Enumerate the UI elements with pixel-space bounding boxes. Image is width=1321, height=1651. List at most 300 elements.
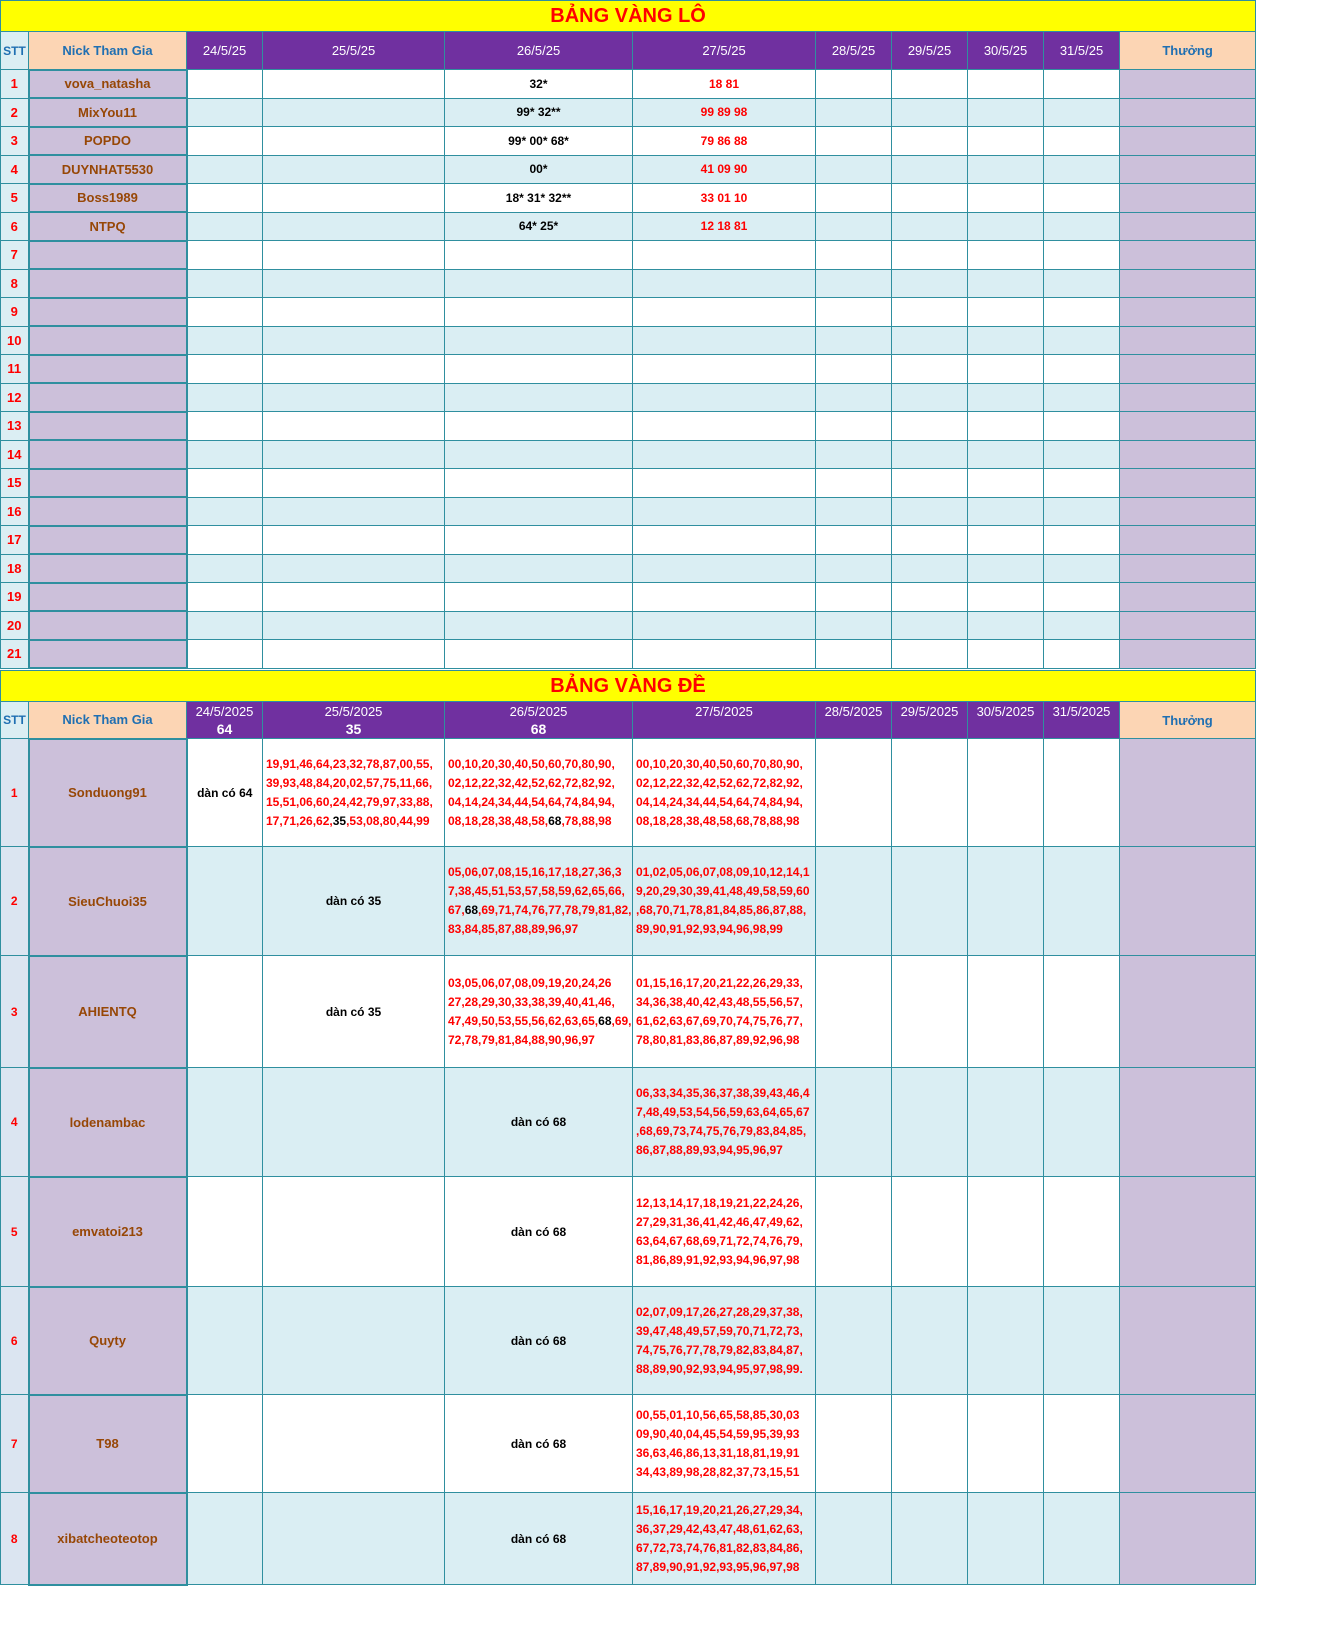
lo-day-cell[interactable] [1044, 611, 1120, 640]
lo-day-cell[interactable] [445, 298, 633, 327]
de-day-cell[interactable] [1044, 1493, 1120, 1585]
de-day-cell[interactable] [968, 1493, 1044, 1585]
lo-day-cell[interactable] [968, 241, 1044, 270]
de-header-bonus[interactable]: Thưởng [1120, 702, 1256, 739]
lo-day-cell[interactable] [1044, 98, 1120, 127]
lo-bonus-cell[interactable] [1120, 355, 1256, 384]
lo-bonus-cell[interactable] [1120, 155, 1256, 184]
lo-day-cell[interactable] [187, 554, 263, 583]
lo-day-cell[interactable] [633, 554, 816, 583]
de-nick-cell[interactable]: emvatoi213 [29, 1177, 187, 1287]
de-day-cell[interactable]: dàn có 68 [445, 1068, 633, 1177]
lo-day-cell[interactable] [816, 469, 892, 498]
lo-day-cell[interactable] [892, 440, 968, 469]
lo-day-cell[interactable] [816, 155, 892, 184]
lo-day-cell[interactable] [816, 583, 892, 612]
lo-day-cell[interactable] [892, 212, 968, 241]
de-result[interactable] [892, 720, 968, 739]
lo-day-cell[interactable] [633, 326, 816, 355]
lo-day-cell[interactable] [187, 440, 263, 469]
de-day-cell[interactable] [968, 739, 1044, 847]
lo-day-cell[interactable]: 00* [445, 155, 633, 184]
lo-header-date[interactable]: 24/5/25 [187, 32, 263, 70]
lo-bonus-cell[interactable] [1120, 640, 1256, 669]
lo-nick-cell[interactable] [29, 469, 187, 498]
lo-day-cell[interactable] [445, 269, 633, 298]
lo-nick-cell[interactable] [29, 440, 187, 469]
lo-stt-cell[interactable]: 20 [1, 611, 29, 640]
lo-day-cell[interactable] [633, 241, 816, 270]
lo-day-cell[interactable] [968, 127, 1044, 156]
lo-day-cell[interactable] [1044, 583, 1120, 612]
lo-day-cell[interactable] [633, 526, 816, 555]
lo-day-cell[interactable] [892, 383, 968, 412]
lo-nick-cell[interactable]: DUYNHAT5530 [29, 155, 187, 184]
lo-day-cell[interactable] [187, 269, 263, 298]
lo-day-cell[interactable] [816, 497, 892, 526]
lo-stt-cell[interactable]: 21 [1, 640, 29, 669]
lo-day-cell[interactable] [816, 98, 892, 127]
lo-day-cell[interactable] [187, 155, 263, 184]
lo-day-cell[interactable] [816, 526, 892, 555]
lo-header-date[interactable]: 30/5/25 [968, 32, 1044, 70]
lo-day-cell[interactable] [892, 497, 968, 526]
lo-day-cell[interactable] [1044, 554, 1120, 583]
de-result[interactable] [816, 720, 892, 739]
lo-bonus-cell[interactable] [1120, 298, 1256, 327]
lo-stt-cell[interactable]: 17 [1, 526, 29, 555]
lo-bonus-cell[interactable] [1120, 184, 1256, 213]
lo-day-cell[interactable] [892, 355, 968, 384]
lo-day-cell[interactable] [445, 412, 633, 441]
lo-nick-cell[interactable] [29, 640, 187, 669]
lo-header-date[interactable]: 29/5/25 [892, 32, 968, 70]
lo-day-cell[interactable] [968, 469, 1044, 498]
lo-nick-cell[interactable] [29, 412, 187, 441]
lo-day-cell[interactable] [816, 241, 892, 270]
de-stt-cell[interactable]: 3 [1, 956, 29, 1068]
lo-day-cell[interactable] [1044, 127, 1120, 156]
de-header-stt[interactable]: STT [1, 702, 29, 739]
de-header-date[interactable]: 29/5/2025 [892, 702, 968, 721]
de-stt-cell[interactable]: 1 [1, 739, 29, 847]
de-nick-cell[interactable]: xibatcheoteotop [29, 1493, 187, 1585]
lo-header-bonus[interactable]: Thưởng [1120, 32, 1256, 70]
lo-day-cell[interactable] [263, 383, 445, 412]
lo-day-cell[interactable]: 64* 25* [445, 212, 633, 241]
de-day-cell[interactable] [816, 956, 892, 1068]
lo-stt-cell[interactable]: 15 [1, 469, 29, 498]
de-bonus-cell[interactable] [1120, 956, 1256, 1068]
lo-day-cell[interactable] [187, 70, 263, 99]
lo-stt-cell[interactable]: 19 [1, 583, 29, 612]
lo-header-date[interactable]: 31/5/25 [1044, 32, 1120, 70]
lo-day-cell[interactable] [445, 241, 633, 270]
de-day-cell[interactable] [187, 1493, 263, 1585]
de-day-cell[interactable]: dàn có 35 [263, 956, 445, 1068]
lo-day-cell[interactable] [445, 526, 633, 555]
lo-stt-cell[interactable]: 13 [1, 412, 29, 441]
de-day-cell[interactable] [445, 739, 633, 847]
lo-day-cell[interactable] [968, 640, 1044, 669]
de-day-cell[interactable] [892, 1395, 968, 1493]
de-day-cell[interactable] [633, 1287, 816, 1395]
de-day-cell[interactable] [1044, 1068, 1120, 1177]
de-day-cell[interactable] [263, 739, 445, 847]
lo-day-cell[interactable] [816, 326, 892, 355]
de-day-cell[interactable] [892, 1287, 968, 1395]
lo-day-cell[interactable] [263, 155, 445, 184]
lo-day-cell[interactable] [1044, 241, 1120, 270]
lo-stt-cell[interactable]: 18 [1, 554, 29, 583]
lo-day-cell[interactable] [263, 469, 445, 498]
lo-header-stt[interactable]: STT [1, 32, 29, 70]
lo-day-cell[interactable] [445, 640, 633, 669]
lo-day-cell[interactable]: 12 18 81 [633, 212, 816, 241]
lo-day-cell[interactable] [633, 469, 816, 498]
lo-day-cell[interactable] [968, 212, 1044, 241]
lo-day-cell[interactable] [445, 440, 633, 469]
de-day-cell[interactable] [187, 1287, 263, 1395]
lo-bonus-cell[interactable] [1120, 526, 1256, 555]
de-day-cell[interactable] [633, 956, 816, 1068]
lo-day-cell[interactable] [187, 383, 263, 412]
lo-day-cell[interactable] [445, 355, 633, 384]
lo-day-cell[interactable] [1044, 355, 1120, 384]
de-stt-cell[interactable]: 8 [1, 1493, 29, 1585]
de-header-date[interactable]: 25/5/2025 [263, 702, 445, 721]
de-day-cell[interactable] [263, 1068, 445, 1177]
lo-bonus-cell[interactable] [1120, 440, 1256, 469]
de-day-cell[interactable] [633, 1493, 816, 1585]
lo-day-cell[interactable] [1044, 269, 1120, 298]
lo-day-cell[interactable] [187, 640, 263, 669]
lo-day-cell[interactable] [892, 155, 968, 184]
de-day-cell[interactable] [633, 739, 816, 847]
lo-day-cell[interactable] [187, 212, 263, 241]
de-day-cell[interactable] [1044, 1177, 1120, 1287]
lo-day-cell[interactable] [892, 554, 968, 583]
lo-day-cell[interactable] [633, 298, 816, 327]
lo-day-cell[interactable] [187, 412, 263, 441]
lo-day-cell[interactable] [816, 70, 892, 99]
lo-header-nick[interactable]: Nick Tham Gia [29, 32, 187, 70]
lo-day-cell[interactable] [816, 383, 892, 412]
lo-day-cell[interactable] [263, 554, 445, 583]
de-day-cell[interactable] [445, 956, 633, 1068]
lo-day-cell[interactable] [263, 298, 445, 327]
lo-stt-cell[interactable]: 14 [1, 440, 29, 469]
lo-day-cell[interactable] [816, 554, 892, 583]
de-day-cell[interactable] [816, 1395, 892, 1493]
de-day-cell[interactable] [187, 1395, 263, 1493]
lo-bonus-cell[interactable] [1120, 70, 1256, 99]
de-day-cell[interactable] [187, 956, 263, 1068]
lo-day-cell[interactable] [892, 412, 968, 441]
lo-stt-cell[interactable]: 8 [1, 269, 29, 298]
lo-bonus-cell[interactable] [1120, 554, 1256, 583]
de-day-cell[interactable]: dàn có 64 [187, 739, 263, 847]
lo-day-cell[interactable] [263, 526, 445, 555]
lo-day-cell[interactable] [187, 526, 263, 555]
lo-day-cell[interactable] [892, 469, 968, 498]
de-day-cell[interactable] [816, 1068, 892, 1177]
lo-day-cell[interactable] [187, 184, 263, 213]
lo-day-cell[interactable] [892, 127, 968, 156]
lo-nick-cell[interactable] [29, 298, 187, 327]
lo-bonus-cell[interactable] [1120, 127, 1256, 156]
lo-nick-cell[interactable]: vova_natasha [29, 70, 187, 99]
lo-day-cell[interactable] [633, 412, 816, 441]
lo-bonus-cell[interactable] [1120, 326, 1256, 355]
lo-nick-cell[interactable] [29, 326, 187, 355]
lo-day-cell[interactable] [968, 497, 1044, 526]
lo-bonus-cell[interactable] [1120, 412, 1256, 441]
lo-day-cell[interactable] [968, 526, 1044, 555]
de-day-cell[interactable] [816, 847, 892, 956]
lo-header-date[interactable]: 25/5/25 [263, 32, 445, 70]
lo-nick-cell[interactable] [29, 269, 187, 298]
de-day-cell[interactable] [263, 1395, 445, 1493]
lo-day-cell[interactable] [1044, 155, 1120, 184]
lo-day-cell[interactable] [187, 611, 263, 640]
lo-day-cell[interactable] [816, 355, 892, 384]
lo-day-cell[interactable]: 18 81 [633, 70, 816, 99]
de-day-cell[interactable] [263, 1287, 445, 1395]
lo-day-cell[interactable] [1044, 526, 1120, 555]
lo-nick-cell[interactable] [29, 497, 187, 526]
de-day-cell[interactable] [816, 1287, 892, 1395]
lo-day-cell[interactable] [445, 611, 633, 640]
lo-day-cell[interactable] [187, 355, 263, 384]
de-result[interactable]: 35 [263, 720, 445, 739]
lo-stt-cell[interactable]: 2 [1, 98, 29, 127]
lo-stt-cell[interactable]: 12 [1, 383, 29, 412]
lo-nick-cell[interactable] [29, 355, 187, 384]
lo-day-cell[interactable] [892, 526, 968, 555]
lo-day-cell[interactable] [892, 241, 968, 270]
lo-day-cell[interactable] [1044, 70, 1120, 99]
lo-day-cell[interactable]: 99* 00* 68* [445, 127, 633, 156]
lo-day-cell[interactable] [892, 611, 968, 640]
de-result[interactable] [968, 720, 1044, 739]
de-bonus-cell[interactable] [1120, 1493, 1256, 1585]
lo-day-cell[interactable] [445, 383, 633, 412]
lo-bonus-cell[interactable] [1120, 98, 1256, 127]
lo-nick-cell[interactable]: MixYou11 [29, 98, 187, 127]
de-result[interactable] [633, 720, 816, 739]
lo-day-cell[interactable] [1044, 469, 1120, 498]
de-day-cell[interactable] [892, 1493, 968, 1585]
de-stt-cell[interactable]: 6 [1, 1287, 29, 1395]
lo-day-cell[interactable] [445, 326, 633, 355]
lo-day-cell[interactable] [892, 269, 968, 298]
de-nick-cell[interactable]: lodenambac [29, 1068, 187, 1177]
lo-day-cell[interactable] [816, 269, 892, 298]
lo-day-cell[interactable] [187, 326, 263, 355]
lo-day-cell[interactable] [263, 355, 445, 384]
lo-day-cell[interactable] [263, 640, 445, 669]
lo-day-cell[interactable]: 79 86 88 [633, 127, 816, 156]
de-nick-cell[interactable]: T98 [29, 1395, 187, 1493]
lo-header-date[interactable]: 27/5/25 [633, 32, 816, 70]
lo-day-cell[interactable] [968, 155, 1044, 184]
lo-day-cell[interactable] [445, 469, 633, 498]
lo-bonus-cell[interactable] [1120, 583, 1256, 612]
lo-day-cell[interactable] [633, 269, 816, 298]
de-header-date[interactable]: 30/5/2025 [968, 702, 1044, 721]
lo-day-cell[interactable] [187, 98, 263, 127]
lo-bonus-cell[interactable] [1120, 469, 1256, 498]
lo-bonus-cell[interactable] [1120, 611, 1256, 640]
de-day-cell[interactable] [187, 847, 263, 956]
lo-stt-cell[interactable]: 4 [1, 155, 29, 184]
de-header-date[interactable]: 31/5/2025 [1044, 702, 1120, 721]
lo-day-cell[interactable] [968, 98, 1044, 127]
de-stt-cell[interactable]: 7 [1, 1395, 29, 1493]
lo-day-cell[interactable] [1044, 326, 1120, 355]
de-day-cell[interactable] [633, 1177, 816, 1287]
lo-day-cell[interactable] [892, 70, 968, 99]
lo-day-cell[interactable] [816, 127, 892, 156]
lo-day-cell[interactable] [892, 326, 968, 355]
de-nick-cell[interactable]: Quyty [29, 1287, 187, 1395]
de-day-cell[interactable] [816, 1177, 892, 1287]
lo-day-cell[interactable] [968, 326, 1044, 355]
lo-day-cell[interactable] [633, 640, 816, 669]
lo-day-cell[interactable] [263, 583, 445, 612]
de-nick-cell[interactable]: AHIENTQ [29, 956, 187, 1068]
lo-day-cell[interactable] [187, 469, 263, 498]
lo-day-cell[interactable]: 18* 31* 32** [445, 184, 633, 213]
lo-day-cell[interactable] [263, 269, 445, 298]
lo-day-cell[interactable] [816, 212, 892, 241]
lo-stt-cell[interactable]: 6 [1, 212, 29, 241]
de-day-cell[interactable] [968, 1287, 1044, 1395]
lo-day-cell[interactable] [968, 440, 1044, 469]
lo-day-cell[interactable] [633, 440, 816, 469]
lo-stt-cell[interactable]: 16 [1, 497, 29, 526]
lo-day-cell[interactable] [968, 184, 1044, 213]
lo-day-cell[interactable] [892, 583, 968, 612]
lo-day-cell[interactable] [633, 383, 816, 412]
de-day-cell[interactable]: dàn có 68 [445, 1287, 633, 1395]
de-day-cell[interactable] [816, 739, 892, 847]
lo-day-cell[interactable]: 99* 32** [445, 98, 633, 127]
de-day-cell[interactable]: dàn có 68 [445, 1177, 633, 1287]
lo-day-cell[interactable] [633, 611, 816, 640]
lo-bonus-cell[interactable] [1120, 212, 1256, 241]
lo-stt-cell[interactable]: 9 [1, 298, 29, 327]
de-nick-cell[interactable]: SieuChuoi35 [29, 847, 187, 956]
lo-day-cell[interactable] [968, 355, 1044, 384]
lo-day-cell[interactable] [187, 298, 263, 327]
lo-day-cell[interactable] [968, 554, 1044, 583]
lo-day-cell[interactable] [816, 611, 892, 640]
lo-bonus-cell[interactable] [1120, 241, 1256, 270]
lo-day-cell[interactable] [1044, 383, 1120, 412]
lo-stt-cell[interactable]: 5 [1, 184, 29, 213]
lo-day-cell[interactable] [1044, 497, 1120, 526]
de-day-cell[interactable] [816, 1493, 892, 1585]
de-day-cell[interactable] [968, 1395, 1044, 1493]
lo-nick-cell[interactable] [29, 611, 187, 640]
lo-day-cell[interactable] [968, 412, 1044, 441]
lo-header-date[interactable]: 28/5/25 [816, 32, 892, 70]
de-day-cell[interactable] [1044, 1287, 1120, 1395]
de-header-date[interactable]: 24/5/2025 [187, 702, 263, 721]
de-header-date[interactable]: 26/5/2025 [445, 702, 633, 721]
lo-day-cell[interactable] [1044, 184, 1120, 213]
lo-day-cell[interactable] [892, 98, 968, 127]
de-day-cell[interactable] [968, 956, 1044, 1068]
lo-day-cell[interactable] [968, 298, 1044, 327]
de-bonus-cell[interactable] [1120, 1068, 1256, 1177]
lo-nick-cell[interactable]: NTPQ [29, 212, 187, 241]
de-day-cell[interactable] [187, 1177, 263, 1287]
lo-header-date[interactable]: 26/5/25 [445, 32, 633, 70]
de-day-cell[interactable] [892, 1068, 968, 1177]
lo-day-cell[interactable] [187, 127, 263, 156]
lo-day-cell[interactable] [633, 355, 816, 384]
lo-day-cell[interactable] [445, 583, 633, 612]
lo-day-cell[interactable] [816, 184, 892, 213]
lo-stt-cell[interactable]: 10 [1, 326, 29, 355]
lo-day-cell[interactable] [263, 241, 445, 270]
lo-day-cell[interactable] [968, 70, 1044, 99]
lo-day-cell[interactable] [263, 412, 445, 441]
de-header-nick[interactable]: Nick Tham Gia [29, 702, 187, 739]
lo-day-cell[interactable] [1044, 212, 1120, 241]
lo-day-cell[interactable] [892, 298, 968, 327]
lo-nick-cell[interactable] [29, 241, 187, 270]
lo-bonus-cell[interactable] [1120, 497, 1256, 526]
de-result[interactable]: 68 [445, 720, 633, 739]
de-day-cell[interactable] [263, 1177, 445, 1287]
de-stt-cell[interactable]: 5 [1, 1177, 29, 1287]
lo-day-cell[interactable] [968, 269, 1044, 298]
de-day-cell[interactable] [892, 956, 968, 1068]
lo-day-cell[interactable] [263, 98, 445, 127]
lo-day-cell[interactable]: 99 89 98 [633, 98, 816, 127]
lo-day-cell[interactable] [1044, 640, 1120, 669]
de-day-cell[interactable] [892, 739, 968, 847]
lo-stt-cell[interactable]: 1 [1, 70, 29, 99]
lo-day-cell[interactable] [263, 70, 445, 99]
de-day-cell[interactable]: dàn có 68 [445, 1395, 633, 1493]
de-day-cell[interactable] [968, 847, 1044, 956]
lo-nick-cell[interactable] [29, 526, 187, 555]
lo-day-cell[interactable] [263, 212, 445, 241]
lo-stt-cell[interactable]: 7 [1, 241, 29, 270]
de-stt-cell[interactable]: 4 [1, 1068, 29, 1177]
de-bonus-cell[interactable] [1120, 739, 1256, 847]
lo-day-cell[interactable] [816, 640, 892, 669]
lo-day-cell[interactable] [968, 611, 1044, 640]
de-day-cell[interactable] [633, 847, 816, 956]
lo-day-cell[interactable] [816, 298, 892, 327]
lo-day-cell[interactable] [263, 497, 445, 526]
de-day-cell[interactable] [892, 847, 968, 956]
lo-day-cell[interactable] [445, 497, 633, 526]
lo-day-cell[interactable] [816, 412, 892, 441]
lo-day-cell[interactable] [633, 497, 816, 526]
de-bonus-cell[interactable] [1120, 1287, 1256, 1395]
lo-bonus-cell[interactable] [1120, 269, 1256, 298]
lo-day-cell[interactable] [633, 583, 816, 612]
lo-day-cell[interactable]: 32* [445, 70, 633, 99]
de-bonus-cell[interactable] [1120, 1177, 1256, 1287]
